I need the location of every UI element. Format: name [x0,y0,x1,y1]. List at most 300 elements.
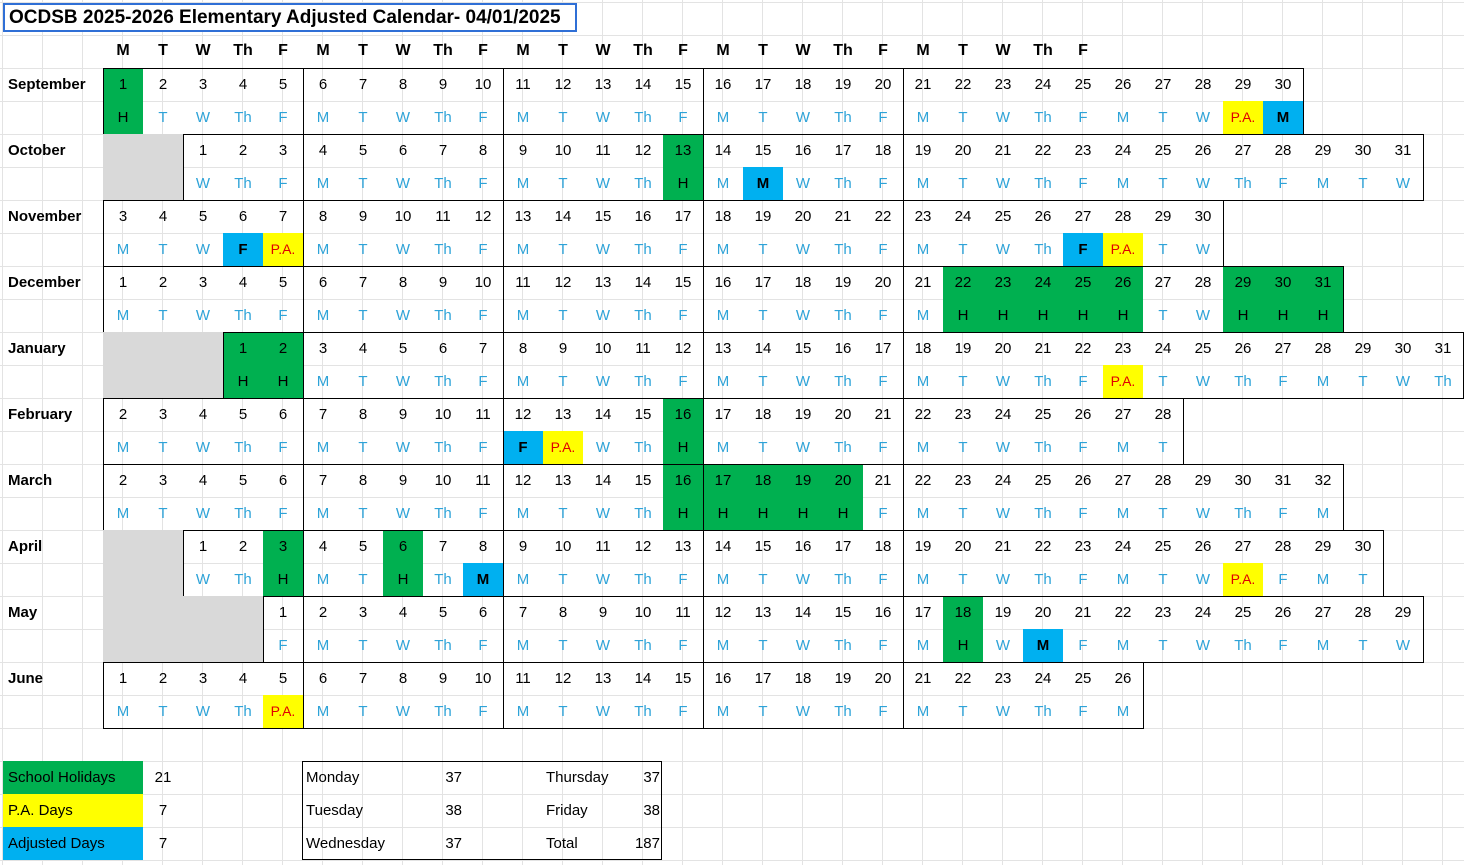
date-number: 18 [754,406,772,423]
day-letter: M [1316,637,1330,654]
day-letter: T [958,241,968,258]
date-number: 4 [318,538,328,555]
day-letter: F [1078,637,1088,654]
day-letter: F [278,637,288,654]
blank-cell [103,596,143,662]
date-number: 3 [198,76,208,93]
summary-value: 38 [445,802,462,819]
date-number: 19 [914,142,932,159]
date-number: 12 [554,670,572,687]
date-number: 10 [594,340,612,357]
day-letter: W [795,175,811,192]
day-letter: T [558,307,568,324]
date-number: 15 [834,604,852,621]
date-number: 30 [1354,142,1372,159]
date-number: 23 [954,472,972,489]
weekday-header-W: W [595,42,611,59]
date-number: 29 [1154,208,1172,225]
date-number: 24 [954,208,972,225]
date-number: 13 [594,274,612,291]
day-letter: W [1395,637,1411,654]
day-letter: F [1078,175,1088,192]
date-number: 22 [874,208,892,225]
day-letter: T [558,637,568,654]
date-number: 5 [238,472,248,489]
summary-value: 37 [643,769,660,786]
summary-label-tuesday: Tuesday [306,802,363,819]
day-letter: Th [834,175,852,192]
day-letter: F [878,373,888,390]
date-number: 24 [1154,340,1172,357]
day-letter: T [158,703,168,720]
day-letter: Th [1234,637,1252,654]
day-letter: W [795,373,811,390]
day-letter: M [316,175,330,192]
day-letter: F [1063,233,1103,266]
day-letter: Th [1034,571,1052,588]
day-letter: F [1278,505,1288,522]
day-letter: Th [834,373,852,390]
date-number: 12 [514,472,532,489]
date-number: 21 [914,670,932,687]
date-number: 20 [794,208,812,225]
day-letter: F [478,109,488,126]
date-number: 12 [514,406,532,423]
summary-label-total: Total [546,835,578,852]
date-number: 11 [515,274,531,291]
month-label-march: March [8,472,53,489]
date-number: 25 [1194,340,1212,357]
date-number: 16 [634,208,652,225]
day-letter: F [278,505,288,522]
day-letter: M [716,637,730,654]
month-label-april: April [8,538,43,555]
day-letter: M [716,373,730,390]
date-number: 23 [983,266,1023,299]
date-number: 19 [783,464,823,497]
weekday-header-T: T [558,42,568,59]
day-letter: Th [1234,175,1252,192]
day-letter: T [958,373,968,390]
day-letter: Th [434,241,452,258]
day-letter: M [716,571,730,588]
day-letter: Th [434,175,452,192]
day-letter: Th [1434,373,1452,390]
date-number: 31 [1303,266,1343,299]
day-letter: F [1278,175,1288,192]
date-number: 26 [1234,340,1252,357]
day-letter: W [195,571,211,588]
month-label-september: September [8,76,86,93]
date-number: 6 [398,142,408,159]
day-letter: F [878,175,888,192]
date-number: 11 [475,406,491,423]
date-number: 1 [118,670,128,687]
date-number: 24 [1034,670,1052,687]
page-title: OCDSB 2025-2026 Elementary Adjusted Calendar- 04/01/2025 [3,3,577,32]
day-letter: M [716,175,730,192]
day-letter: P.A. [263,233,303,266]
date-number: 2 [118,406,128,423]
date-number: 14 [634,670,652,687]
day-letter: Th [634,109,652,126]
day-letter: P.A. [263,695,303,728]
summary-label-thursday: Thursday [546,769,609,786]
date-number: 29 [1314,142,1332,159]
day-letter: F [223,233,263,266]
date-number: 4 [238,274,248,291]
day-letter: Th [1234,505,1252,522]
date-number: 2 [263,332,303,365]
date-number: 20 [823,464,863,497]
day-letter: W [395,307,411,324]
date-number: 26 [1114,670,1132,687]
day-letter: W [395,637,411,654]
date-number: 16 [714,76,732,93]
date-number: 24 [1114,538,1132,555]
day-letter: H [263,563,303,596]
date-number: 17 [754,274,772,291]
date-number: 17 [754,76,772,93]
date-number: 15 [794,340,812,357]
day-letter: Th [434,571,452,588]
date-number: 11 [515,670,531,687]
summary-label-friday: Friday [546,802,588,819]
day-letter: T [958,109,968,126]
day-letter: W [795,307,811,324]
date-number: 9 [398,472,408,489]
weekday-header-Th: Th [633,42,653,59]
date-number: 27 [1234,538,1252,555]
date-number: 15 [594,208,612,225]
blank-cell [103,332,143,398]
date-number: 1 [118,274,128,291]
date-number: 22 [914,406,932,423]
day-letter: F [878,571,888,588]
date-number: 31 [1394,142,1412,159]
date-number: 3 [358,604,368,621]
date-number: 21 [834,208,852,225]
day-letter: W [1195,637,1211,654]
date-number: 21 [994,142,1012,159]
weekday-header-W: W [395,42,411,59]
legend-count: 7 [158,802,168,819]
day-letter: M [316,109,330,126]
date-number: 9 [358,208,368,225]
day-letter: T [958,439,968,456]
date-number: 8 [358,472,368,489]
date-number: 6 [383,530,423,563]
date-number: 3 [158,472,168,489]
day-letter: M [1116,703,1130,720]
day-letter: T [558,505,568,522]
date-number: 19 [914,538,932,555]
date-number: 22 [954,670,972,687]
weekday-header-T: T [358,42,368,59]
day-letter: W [795,703,811,720]
day-letter: Th [234,505,252,522]
day-letter: W [195,703,211,720]
date-number: 4 [198,406,208,423]
day-letter: M [516,373,530,390]
date-number: 28 [1154,406,1172,423]
date-number: 26 [1194,142,1212,159]
day-letter: P.A. [1103,233,1143,266]
date-number: 20 [954,142,972,159]
date-number: 5 [278,76,288,93]
date-number: 20 [1034,604,1052,621]
date-number: 25 [1034,406,1052,423]
day-letter: M [516,571,530,588]
date-number: 22 [914,472,932,489]
date-number: 14 [714,142,732,159]
date-number: 4 [198,472,208,489]
day-letter: H [823,497,863,530]
day-letter: T [558,241,568,258]
day-letter: W [1395,373,1411,390]
day-letter: M [516,307,530,324]
date-number: 6 [278,472,288,489]
day-letter: Th [1034,109,1052,126]
weekday-header-F: F [878,42,888,59]
day-letter: M [743,167,783,200]
day-letter: H [1103,299,1143,332]
day-letter: T [558,703,568,720]
weekday-header-T: T [158,42,168,59]
date-number: 19 [754,208,772,225]
date-number: 9 [438,76,448,93]
date-number: 20 [994,340,1012,357]
day-letter: T [1358,373,1368,390]
day-letter: W [1195,373,1211,390]
day-letter: W [795,241,811,258]
date-number: 7 [358,274,368,291]
date-number: 16 [714,274,732,291]
day-letter: T [358,439,368,456]
date-number: 26 [1194,538,1212,555]
date-number: 24 [1034,76,1052,93]
date-number: 8 [398,76,408,93]
day-letter: T [1158,241,1168,258]
date-number: 22 [943,266,983,299]
date-number: 19 [994,604,1012,621]
day-letter: W [795,439,811,456]
day-letter: W [1395,175,1411,192]
date-number: 13 [714,340,732,357]
weekday-header-Th: Th [1033,42,1053,59]
date-number: 12 [474,208,492,225]
day-letter: P.A. [1223,101,1263,134]
day-letter: F [478,175,488,192]
date-number: 3 [198,274,208,291]
date-number: 18 [914,340,932,357]
day-letter: M [916,307,930,324]
date-number: 2 [238,538,248,555]
date-number: 5 [238,406,248,423]
date-number: 24 [994,472,1012,489]
day-letter: F [878,637,888,654]
day-letter: Th [634,241,652,258]
date-number: 25 [1154,142,1172,159]
day-letter: W [795,109,811,126]
day-letter: Th [1234,373,1252,390]
day-letter: W [395,175,411,192]
day-letter: W [995,373,1011,390]
day-letter: W [595,109,611,126]
day-letter: Th [434,505,452,522]
date-number: 28 [1274,142,1292,159]
day-letter: F [1278,637,1288,654]
day-letter: M [316,505,330,522]
day-letter: W [595,175,611,192]
date-number: 19 [794,406,812,423]
date-number: 27 [1314,604,1332,621]
date-number: 15 [754,142,772,159]
date-number: 26 [1074,472,1092,489]
day-letter: T [1358,175,1368,192]
date-number: 4 [158,208,168,225]
date-number: 27 [1274,340,1292,357]
day-letter: H [263,365,303,398]
date-number: 4 [398,604,408,621]
date-number: 21 [914,76,932,93]
date-number: 9 [398,406,408,423]
date-number: 7 [318,472,328,489]
date-number: 18 [874,142,892,159]
date-number: 5 [198,208,208,225]
date-number: 16 [794,142,812,159]
day-letter: T [558,571,568,588]
day-letter: F [478,505,488,522]
day-letter: W [1195,505,1211,522]
date-number: 14 [634,274,652,291]
date-number: 28 [1154,472,1172,489]
day-letter: H [383,563,423,596]
date-number: 10 [634,604,652,621]
day-letter: M [916,241,930,258]
day-letter: W [795,571,811,588]
day-letter: W [395,505,411,522]
day-letter: H [1303,299,1343,332]
day-letter: T [1158,373,1168,390]
day-letter: F [478,439,488,456]
date-number: 7 [478,340,488,357]
day-letter: T [358,241,368,258]
day-letter: T [158,307,168,324]
date-number: 16 [834,340,852,357]
day-letter: W [995,505,1011,522]
day-letter: F [478,637,488,654]
day-letter: Th [234,307,252,324]
date-number: 25 [1074,670,1092,687]
day-letter: Th [834,439,852,456]
date-number: 23 [954,406,972,423]
day-letter: W [595,307,611,324]
day-letter: M [1116,571,1130,588]
day-letter: T [158,505,168,522]
date-number: 12 [554,274,572,291]
date-number: 29 [1223,266,1263,299]
weekday-header-T: T [958,42,968,59]
day-letter: M [716,703,730,720]
day-letter: Th [434,637,452,654]
day-letter: M [916,703,930,720]
date-number: 19 [834,76,852,93]
day-letter: W [995,175,1011,192]
month-label-october: October [8,142,66,159]
date-number: 11 [435,208,451,225]
day-letter: T [758,241,768,258]
day-letter: T [358,307,368,324]
day-letter: F [503,431,543,464]
day-letter: Th [234,175,252,192]
date-number: 26 [1074,406,1092,423]
date-number: 3 [278,142,288,159]
day-letter: T [758,373,768,390]
date-number: 10 [434,406,452,423]
day-letter: T [758,637,768,654]
day-letter: F [278,439,288,456]
date-number: 5 [358,142,368,159]
day-letter: M [916,571,930,588]
day-letter: M [316,439,330,456]
day-letter: F [1078,505,1088,522]
date-number: 15 [674,670,692,687]
date-number: 7 [438,142,448,159]
date-number: 11 [475,472,491,489]
day-letter: M [516,175,530,192]
day-letter: Th [634,571,652,588]
day-letter: F [1078,373,1088,390]
date-number: 29 [1354,340,1372,357]
date-number: 9 [558,340,568,357]
date-number: 16 [663,398,703,431]
date-number: 27 [1074,208,1092,225]
day-letter: M [516,637,530,654]
date-number: 15 [674,76,692,93]
day-letter: W [995,109,1011,126]
month-label-january: January [8,340,66,357]
date-number: 8 [518,340,528,357]
date-number: 30 [1194,208,1212,225]
day-letter: H [663,431,703,464]
day-letter: W [995,241,1011,258]
weekday-header-M: M [116,42,130,59]
date-number: 10 [474,274,492,291]
date-number: 25 [1063,266,1103,299]
date-number: 8 [318,208,328,225]
date-number: 29 [1194,472,1212,489]
day-letter: M [916,505,930,522]
legend-label: School Holidays [3,761,143,794]
day-letter: M [1116,109,1130,126]
date-number: 9 [438,274,448,291]
day-letter: M [516,109,530,126]
date-number: 8 [398,670,408,687]
date-number: 15 [674,274,692,291]
date-number: 11 [515,76,531,93]
day-letter: W [1195,109,1211,126]
date-number: 20 [874,76,892,93]
date-number: 14 [554,208,572,225]
date-number: 25 [1154,538,1172,555]
weekday-header-F: F [278,42,288,59]
weekday-header-Th: Th [233,42,253,59]
day-letter: M [316,637,330,654]
weekday-header-F: F [1078,42,1088,59]
date-number: 18 [874,538,892,555]
day-letter: M [316,703,330,720]
